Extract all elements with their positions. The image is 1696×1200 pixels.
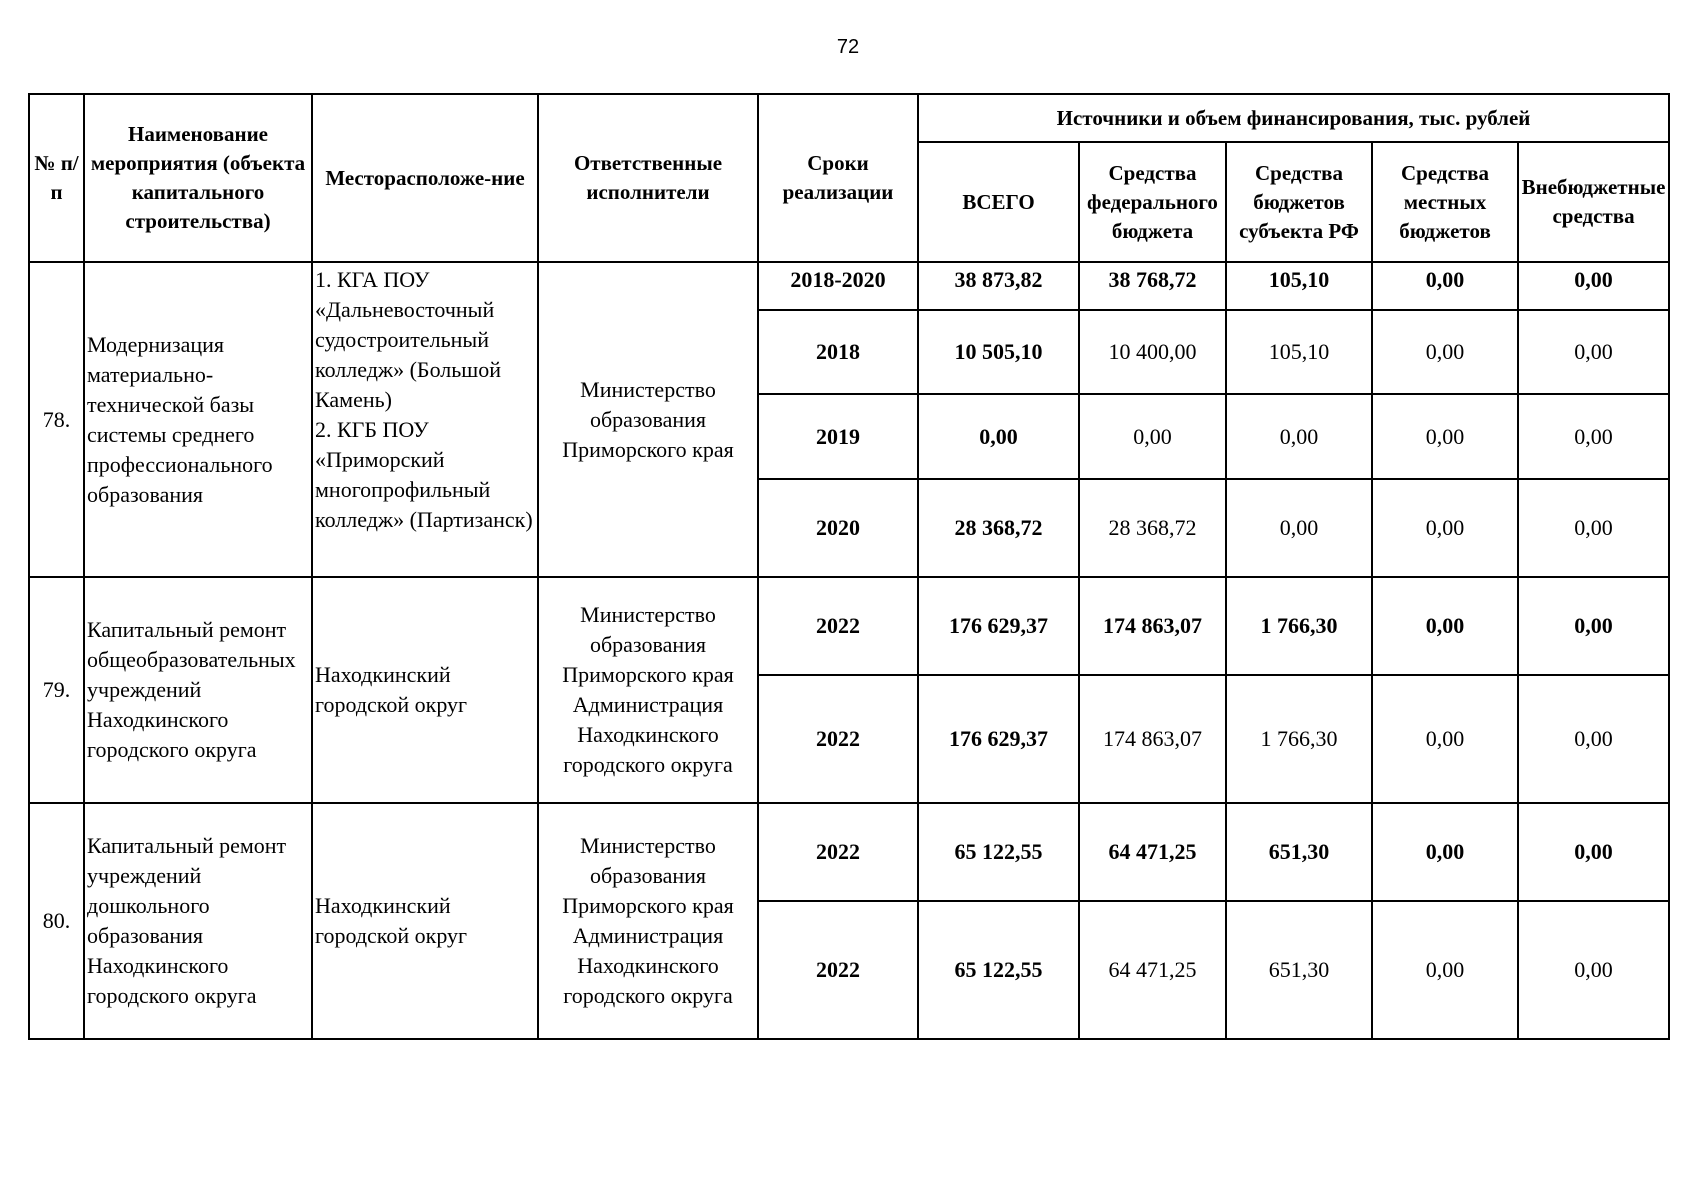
cell-regional: 0,00 (1226, 479, 1372, 577)
table-row (29, 577, 1669, 675)
cell-extra: 0,00 (1518, 577, 1669, 675)
cell-extra: 0,00 (1518, 803, 1669, 901)
cell-extra: 0,00 (1518, 262, 1669, 310)
row-name: Модернизация материально-технической базы системы среднего профессионального образования (84, 262, 312, 577)
row-name: Капитальный ремонт общеобразовательных учреждений Находкинского городского округа (84, 577, 312, 803)
row-term: 2019 (758, 394, 918, 479)
cell-regional: 105,10 (1226, 310, 1372, 394)
header-terms: Сроки реализации (758, 94, 918, 262)
cell-extra: 0,00 (1518, 675, 1669, 803)
cell-regional: 105,10 (1226, 262, 1372, 310)
cell-regional: 1 766,30 (1226, 577, 1372, 675)
cell-federal: 174 863,07 (1079, 577, 1226, 675)
cell-federal: 174 863,07 (1079, 675, 1226, 803)
row-name: Капитальный ремонт учреждений дошкольного образования Находкинского городского округа (84, 803, 312, 1039)
row-term: 2022 (758, 803, 918, 901)
cell-local: 0,00 (1372, 577, 1518, 675)
cell-total: 38 873,82 (918, 262, 1079, 310)
cell-local: 0,00 (1372, 803, 1518, 901)
financing-table (28, 93, 1670, 1040)
cell-regional: 1 766,30 (1226, 675, 1372, 803)
cell-extra: 0,00 (1518, 479, 1669, 577)
cell-total: 28 368,72 (918, 479, 1079, 577)
row-executors: Министерство образования Приморского края Администрация Находкинского городского округа (538, 803, 758, 1039)
row-executors: Министерство образования Приморского края (538, 262, 758, 577)
cell-local: 0,00 (1372, 394, 1518, 479)
page-number: 72 (836, 36, 860, 58)
cell-extra: 0,00 (1518, 901, 1669, 1039)
cell-total: 65 122,55 (918, 803, 1079, 901)
cell-federal: 64 471,25 (1079, 803, 1226, 901)
cell-extra: 0,00 (1518, 310, 1669, 394)
cell-federal: 38 768,72 (1079, 262, 1226, 310)
cell-federal: 0,00 (1079, 394, 1226, 479)
cell-regional: 651,30 (1226, 803, 1372, 901)
cell-regional: 651,30 (1226, 901, 1372, 1039)
row-term: 2022 (758, 901, 918, 1039)
row-num: 79. (29, 577, 84, 803)
cell-total: 0,00 (918, 394, 1079, 479)
row-term: 2018 (758, 310, 918, 394)
row-term: 2020 (758, 479, 918, 577)
header-regional: Средства бюджетов субъекта РФ (1226, 142, 1372, 262)
header-local: Средства местных бюджетов (1372, 142, 1518, 262)
header-location: Месторасположе-ние (312, 94, 538, 262)
cell-local: 0,00 (1372, 479, 1518, 577)
cell-federal: 10 400,00 (1079, 310, 1226, 394)
row-num: 78. (29, 262, 84, 577)
cell-total: 10 505,10 (918, 310, 1079, 394)
cell-local: 0,00 (1372, 901, 1518, 1039)
cell-local: 0,00 (1372, 310, 1518, 394)
row-num: 80. (29, 803, 84, 1039)
cell-total: 176 629,37 (918, 577, 1079, 675)
cell-local: 0,00 (1372, 675, 1518, 803)
header-financing: Источники и объем финансирования, тыс. рублей (918, 94, 1669, 142)
table-row (29, 803, 1669, 901)
row-executors: Министерство образования Приморского края Администрация Находкинского городского округа (538, 577, 758, 803)
row-location: 1. КГА ПОУ «Дальневосточный судостроительный колледж» (Большой Камень) 2. КГБ ПОУ «Приморский многопрофильный колледж» (Партизанск) (312, 262, 538, 577)
cell-regional: 0,00 (1226, 394, 1372, 479)
header-federal: Средства федерального бюджета (1079, 142, 1226, 262)
row-term: 2022 (758, 577, 918, 675)
header-name: Наименование мероприятия (объекта капитального строительства) (84, 94, 312, 262)
table-row (29, 262, 1669, 310)
row-location: Находкинский городской округ (312, 577, 538, 803)
cell-federal: 28 368,72 (1079, 479, 1226, 577)
cell-total: 176 629,37 (918, 675, 1079, 803)
row-term: 2018-2020 (758, 262, 918, 310)
row-location: Находкинский городской округ (312, 803, 538, 1039)
cell-local: 0,00 (1372, 262, 1518, 310)
row-term: 2022 (758, 675, 918, 803)
header-extra: Внебюджетные средства (1518, 142, 1669, 262)
cell-federal: 64 471,25 (1079, 901, 1226, 1039)
cell-total: 65 122,55 (918, 901, 1079, 1039)
header-total: ВСЕГО (918, 142, 1079, 262)
header-num: № п/п (29, 94, 84, 262)
cell-extra: 0,00 (1518, 394, 1669, 479)
header-executors: Ответственные исполнители (538, 94, 758, 262)
